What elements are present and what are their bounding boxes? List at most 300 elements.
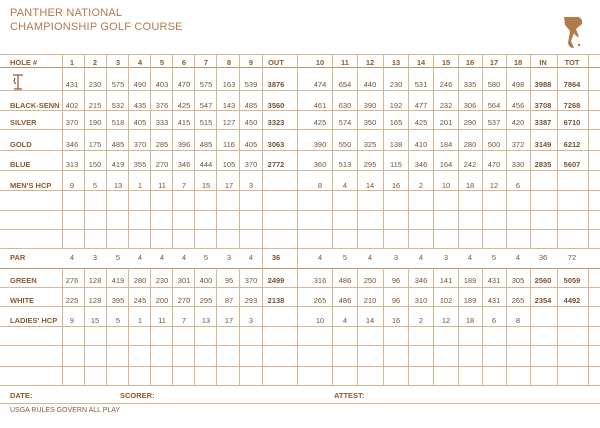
grid-divider: [150, 268, 151, 385]
score-cell: 11: [158, 181, 166, 190]
score-cell: 372: [511, 140, 525, 149]
score-cell: 313: [65, 160, 79, 169]
grid-rule: [0, 129, 600, 130]
grid-divider: [106, 54, 107, 248]
grid-divider: [262, 248, 263, 268]
score-cell: 3149: [534, 140, 552, 149]
score-cell: 500: [487, 140, 501, 149]
grid-divider: [458, 268, 459, 385]
score-cell: 4: [342, 181, 348, 190]
score-cell: 370: [244, 160, 258, 169]
par-cell: 3: [443, 253, 449, 262]
score-cell: 242: [463, 160, 477, 169]
grid-divider: [239, 268, 240, 385]
score-cell: 280: [463, 140, 477, 149]
score-cell: 539: [244, 80, 258, 89]
score-cell: 531: [414, 80, 428, 89]
row-label: WHITE: [10, 296, 35, 305]
score-cell: 333: [155, 118, 169, 127]
score-cell: 575: [111, 80, 125, 89]
grid-divider: [128, 268, 129, 385]
score-cell: 16: [391, 316, 401, 325]
grid-rule: [0, 170, 600, 171]
score-cell: 17: [224, 181, 234, 190]
score-cell: 346: [414, 276, 428, 285]
par-cell: 5: [342, 253, 348, 262]
hole-header-cell: 6: [181, 58, 187, 67]
score-cell: 316: [313, 276, 327, 285]
score-cell: 420: [511, 118, 525, 127]
score-cell: 87: [224, 296, 234, 305]
grid-divider: [530, 54, 531, 248]
score-cell: 8: [515, 316, 521, 325]
score-cell: 150: [88, 160, 102, 169]
score-cell: 402: [65, 101, 79, 110]
grid-divider: [588, 54, 589, 248]
score-cell: 470: [177, 80, 191, 89]
par-cell: 36: [538, 253, 548, 262]
hole-header-cell: 14: [416, 58, 426, 67]
grid-divider: [482, 268, 483, 385]
score-cell: 210: [363, 296, 377, 305]
score-cell: 164: [439, 160, 453, 169]
score-cell: 9: [69, 181, 75, 190]
hole-header-cell: 17: [489, 58, 499, 67]
score-cell: 456: [511, 101, 525, 110]
score-cell: 425: [313, 118, 327, 127]
par-cell: 4: [467, 253, 473, 262]
score-cell: 175: [88, 140, 102, 149]
score-cell: 246: [439, 80, 453, 89]
grid-divider: [262, 54, 263, 248]
score-cell: 485: [111, 140, 125, 149]
score-cell: 116: [223, 140, 235, 149]
hole-header-cell: 9: [248, 58, 254, 67]
grid-rule: [0, 54, 600, 55]
score-cell: 293: [244, 296, 258, 305]
score-cell: 18: [465, 181, 475, 190]
score-cell: 8: [317, 181, 323, 190]
grid-divider: [588, 268, 589, 385]
score-cell: 163: [222, 80, 236, 89]
score-cell: 6212: [563, 140, 581, 149]
score-cell: 310: [414, 296, 428, 305]
score-cell: 230: [389, 80, 403, 89]
grid-divider: [239, 54, 240, 248]
score-cell: 335: [463, 80, 477, 89]
hole-header-cell: 12: [365, 58, 375, 67]
score-cell: 2: [418, 316, 424, 325]
rules-note: USGA RULES GOVERN ALL PLAY: [10, 407, 121, 414]
grid-divider: [84, 54, 85, 248]
score-cell: 9: [69, 316, 75, 325]
par-cell: 3: [226, 253, 232, 262]
score-cell: 518: [111, 118, 125, 127]
score-cell: 143: [222, 101, 236, 110]
score-cell: 6: [515, 181, 521, 190]
score-cell: 350: [363, 118, 377, 127]
score-cell: 5: [92, 181, 98, 190]
score-cell: 498: [511, 80, 525, 89]
par-cell: 5: [115, 253, 121, 262]
grid-divider: [482, 54, 483, 248]
hole-header-cell: 11: [341, 58, 349, 67]
score-cell: 470: [487, 160, 501, 169]
course-title: [10, 6, 183, 34]
grid-divider: [383, 54, 384, 248]
score-cell: 232: [439, 101, 453, 110]
score-cell: 405: [244, 140, 258, 149]
score-cell: 346: [65, 140, 79, 149]
score-cell: 325: [363, 140, 377, 149]
score-cell: 245: [133, 296, 147, 305]
score-cell: 3708: [534, 101, 552, 110]
score-cell: 654: [338, 80, 352, 89]
score-cell: 5: [115, 316, 121, 325]
score-cell: 444: [199, 160, 213, 169]
grid-rule: [0, 366, 600, 367]
hole-header-cell: 2: [92, 58, 98, 67]
row-label: SILVER: [10, 118, 37, 127]
score-cell: 15: [201, 181, 211, 190]
grid-divider: [408, 54, 409, 248]
score-cell: 115: [390, 160, 402, 169]
hole-header-cell: 3: [115, 58, 121, 67]
score-cell: 189: [463, 296, 477, 305]
score-cell: 6: [491, 316, 497, 325]
score-cell: 189: [463, 276, 477, 285]
score-cell: 477: [414, 101, 428, 110]
score-cell: 1: [137, 181, 143, 190]
score-cell: 7268: [563, 101, 581, 110]
hole-header-cell: 8: [226, 58, 232, 67]
par-cell: 4: [248, 253, 254, 262]
score-cell: 3876: [267, 80, 285, 89]
grid-divider: [433, 268, 434, 385]
score-cell: 574: [338, 118, 352, 127]
grid-divider: [332, 268, 333, 385]
score-cell: 127: [222, 118, 236, 127]
score-cell: 201: [439, 118, 453, 127]
score-cell: 301: [177, 276, 191, 285]
score-cell: 564: [487, 101, 501, 110]
score-cell: 11: [158, 316, 166, 325]
grid-rule: [0, 90, 600, 91]
score-cell: 4492: [563, 296, 581, 305]
grid-rule: [0, 287, 600, 288]
hole-header-cell: 18: [513, 58, 523, 67]
score-cell: 537: [487, 118, 501, 127]
grid-divider: [62, 268, 63, 385]
score-cell: 138: [389, 140, 403, 149]
row-label: BLACK-SENN: [10, 101, 60, 110]
score-cell: 425: [177, 101, 191, 110]
grid-divider: [383, 268, 384, 385]
score-cell: 4: [342, 316, 348, 325]
score-cell: 215: [88, 101, 102, 110]
score-cell: 96: [391, 296, 401, 305]
grid-divider: [194, 268, 195, 385]
grid-divider: [408, 268, 409, 385]
grid-rule: [0, 268, 600, 269]
score-cell: 370: [133, 140, 147, 149]
grid-divider: [557, 268, 558, 385]
grid-rule: [0, 306, 600, 307]
grid-divider: [128, 54, 129, 248]
score-cell: 490: [133, 80, 147, 89]
grid-rule: [0, 345, 600, 346]
par-cell: 4: [181, 253, 187, 262]
grid-rule: [0, 110, 600, 111]
score-cell: 547: [199, 101, 213, 110]
score-cell: 485: [199, 140, 213, 149]
score-cell: 370: [244, 276, 258, 285]
grid-divider: [172, 54, 173, 248]
score-cell: 3063: [267, 140, 285, 149]
hole-header-cell: TOT: [564, 58, 580, 67]
grid-divider: [106, 268, 107, 385]
row-label: PAR: [10, 253, 26, 262]
score-cell: 405: [133, 118, 147, 127]
score-cell: 450: [244, 118, 258, 127]
score-cell: 13: [201, 316, 211, 325]
score-cell: 265: [313, 296, 327, 305]
score-cell: 2835: [534, 160, 552, 169]
panther-logo-icon: [562, 15, 584, 49]
score-cell: 515: [199, 118, 213, 127]
par-cell: 4: [515, 253, 521, 262]
grid-divider: [357, 54, 358, 248]
score-cell: 355: [133, 160, 147, 169]
score-cell: 425: [414, 118, 428, 127]
score-cell: 18: [465, 316, 475, 325]
score-cell: 2560: [534, 276, 552, 285]
score-cell: 184: [439, 140, 453, 149]
grid-rule: [0, 67, 600, 68]
score-cell: 12: [441, 316, 451, 325]
score-cell: 2: [418, 181, 424, 190]
score-cell: 435: [133, 101, 147, 110]
grid-rule: [0, 210, 600, 211]
panther-emblem-icon: [10, 73, 26, 91]
score-cell: 295: [199, 296, 213, 305]
score-cell: 3: [248, 181, 254, 190]
score-cell: 165: [389, 118, 403, 127]
score-cell: 3988: [534, 80, 552, 89]
hole-header-cell: 16: [465, 58, 475, 67]
score-cell: 5607: [563, 160, 581, 169]
score-cell: 3387: [534, 118, 552, 127]
score-cell: 270: [155, 160, 169, 169]
hole-header: HOLE #: [10, 58, 38, 67]
score-cell: 396: [177, 140, 191, 149]
par-cell: 4: [418, 253, 424, 262]
score-cell: 7: [181, 181, 187, 190]
row-label: LADIES' HCP: [10, 316, 58, 325]
footer-attest-label: ATTEST:: [334, 391, 365, 400]
score-cell: 14: [365, 181, 375, 190]
score-cell: 415: [177, 118, 191, 127]
score-cell: 15: [90, 316, 100, 325]
row-label: BLUE: [10, 160, 31, 169]
score-cell: 390: [313, 140, 327, 149]
par-cell: 72: [567, 253, 577, 262]
score-cell: 486: [338, 276, 352, 285]
footer-date-label: DATE:: [10, 391, 33, 400]
score-cell: 128: [88, 276, 102, 285]
par-cell: 4: [367, 253, 373, 262]
score-cell: 2138: [267, 296, 285, 305]
par-cell: 4: [317, 253, 323, 262]
grid-divider: [506, 268, 507, 385]
score-cell: 410: [414, 140, 428, 149]
grid-rule: [0, 190, 600, 191]
par-cell: 36: [271, 253, 281, 262]
score-cell: 431: [487, 296, 501, 305]
footer-scorer-label: SCORER:: [120, 391, 155, 400]
grid-divider: [172, 268, 173, 385]
score-cell: 474: [313, 80, 327, 89]
score-cell: 346: [177, 160, 191, 169]
score-cell: 230: [88, 80, 102, 89]
score-cell: 346: [414, 160, 428, 169]
score-cell: 7864: [563, 80, 581, 89]
hole-header-cell: 15: [441, 58, 451, 67]
hole-header-cell: 4: [137, 58, 143, 67]
score-cell: 200: [155, 296, 169, 305]
score-cell: 295: [363, 160, 377, 169]
grid-divider: [150, 54, 151, 248]
score-cell: 265: [511, 296, 525, 305]
score-cell: 630: [338, 101, 352, 110]
score-cell: 305: [511, 276, 525, 285]
score-cell: 192: [389, 101, 403, 110]
grid-rule: [0, 150, 600, 151]
score-cell: 102: [439, 296, 453, 305]
row-label: GREEN: [10, 276, 37, 285]
score-cell: 3323: [267, 118, 285, 127]
par-cell: 4: [159, 253, 165, 262]
grid-divider: [458, 54, 459, 248]
score-cell: 440: [363, 80, 377, 89]
par-cell: 3: [393, 253, 399, 262]
score-cell: 13: [113, 181, 123, 190]
score-cell: 390: [363, 101, 377, 110]
score-cell: 376: [155, 101, 169, 110]
score-cell: 2499: [267, 276, 285, 285]
score-cell: 575: [199, 80, 213, 89]
score-cell: 532: [111, 101, 125, 110]
grid-divider: [297, 268, 298, 385]
hole-header-cell: 13: [391, 58, 401, 67]
score-cell: 270: [177, 296, 191, 305]
score-cell: 5059: [563, 276, 581, 285]
score-cell: 96: [391, 276, 401, 285]
score-cell: 6710: [563, 118, 581, 127]
score-cell: 3560: [267, 101, 285, 110]
score-cell: 285: [155, 140, 169, 149]
score-cell: 403: [155, 80, 169, 89]
course-title-line2: CHAMPIONSHIP GOLF COURSE: [10, 21, 183, 33]
grid-divider: [297, 54, 298, 248]
score-cell: 3: [248, 316, 254, 325]
score-cell: 7: [181, 316, 187, 325]
hole-header-cell: 1: [69, 58, 75, 67]
score-cell: 580: [487, 80, 501, 89]
score-cell: 276: [65, 276, 79, 285]
score-cell: 486: [338, 296, 352, 305]
score-cell: 431: [487, 276, 501, 285]
grid-divider: [216, 268, 217, 385]
grid-divider: [433, 54, 434, 248]
hole-header-cell: OUT: [268, 58, 284, 67]
grid-divider: [84, 268, 85, 385]
score-cell: 330: [511, 160, 525, 169]
grid-rule: [0, 229, 600, 230]
score-cell: 10: [315, 316, 325, 325]
grid-divider: [216, 54, 217, 248]
score-cell: 10: [441, 181, 451, 190]
score-cell: 513: [338, 160, 352, 169]
score-cell: 2354: [534, 296, 552, 305]
grid-divider: [332, 54, 333, 248]
score-cell: 230: [155, 276, 169, 285]
row-label: MEN'S HCP: [10, 181, 52, 190]
par-cell: 4: [69, 253, 75, 262]
grid-divider: [357, 268, 358, 385]
hole-header-cell: 10: [315, 58, 325, 67]
hole-header-cell: 5: [159, 58, 165, 67]
score-cell: 250: [363, 276, 377, 285]
par-cell: 5: [203, 253, 209, 262]
score-cell: 550: [338, 140, 352, 149]
score-cell: 16: [391, 181, 401, 190]
par-cell: 4: [137, 253, 143, 262]
score-cell: 360: [313, 160, 327, 169]
score-cell: 141: [439, 276, 453, 285]
score-cell: 370: [65, 118, 79, 127]
score-cell: 12: [489, 181, 499, 190]
score-cell: 431: [65, 80, 79, 89]
grid-divider: [506, 54, 507, 248]
grid-divider: [262, 268, 263, 385]
score-cell: 280: [133, 276, 147, 285]
grid-rule: [0, 403, 600, 404]
hole-header-cell: IN: [539, 58, 547, 67]
score-cell: 2772: [267, 160, 285, 169]
score-cell: 14: [365, 316, 375, 325]
course-title-line1: PANTHER NATIONAL: [10, 7, 123, 19]
score-cell: 400: [199, 276, 213, 285]
par-cell: 3: [92, 253, 98, 262]
score-cell: 17: [224, 316, 234, 325]
score-cell: 128: [88, 296, 102, 305]
score-cell: 190: [88, 118, 102, 127]
score-cell: 105: [222, 160, 236, 169]
grid-divider: [530, 268, 531, 385]
grid-divider: [297, 248, 298, 268]
score-cell: 419: [111, 276, 125, 285]
row-label: GOLD: [10, 140, 32, 149]
score-cell: 225: [65, 296, 79, 305]
grid-rule: [0, 326, 600, 327]
grid-divider: [557, 54, 558, 248]
score-cell: 95: [224, 276, 234, 285]
score-cell: 306: [463, 101, 477, 110]
grid-divider: [62, 54, 63, 248]
score-cell: 419: [111, 160, 125, 169]
score-cell: 290: [463, 118, 477, 127]
